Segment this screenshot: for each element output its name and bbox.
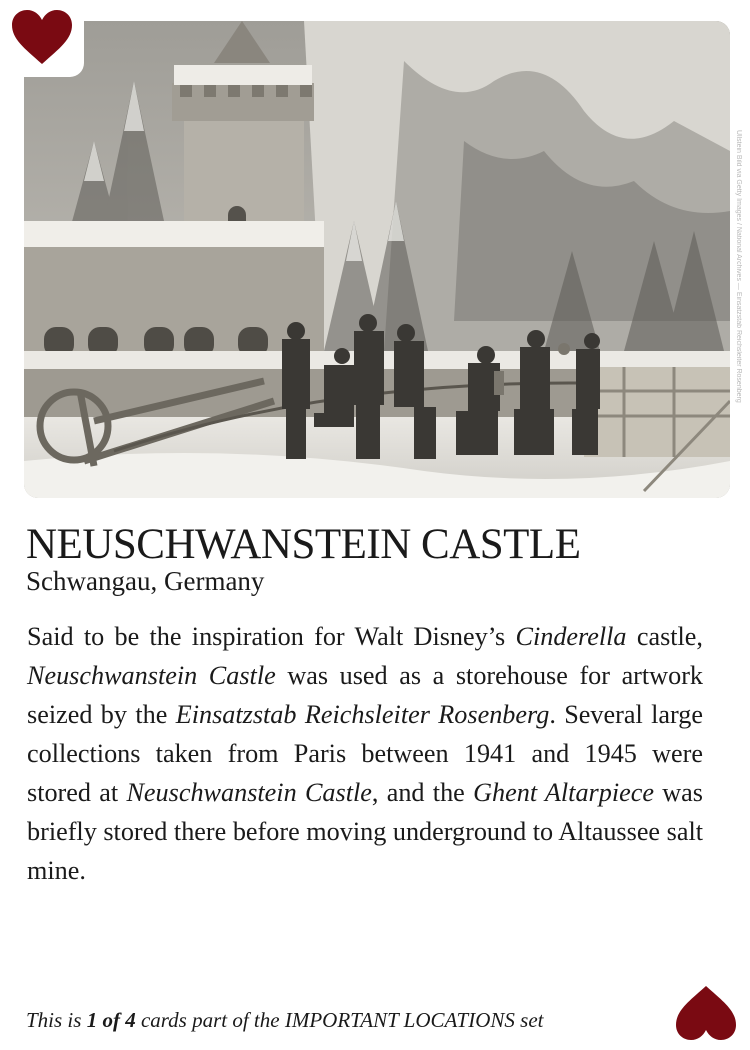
desc-italic: Einsatzstab Reichsleiter Rosenberg xyxy=(175,700,550,729)
heart-icon xyxy=(12,10,72,66)
desc-italic: Neuschwanstein Castle xyxy=(27,661,276,690)
set-name: IMPORTANT LOCATIONS xyxy=(284,1008,515,1032)
set-footer xyxy=(26,1008,543,1033)
footer-text: cards part of the xyxy=(135,1008,285,1032)
desc-italic: Neuschwanstein Castle xyxy=(126,778,372,807)
photo-credit: Ullstein Bild via Getty Images / National Archives — Einsatzstab Reichsleiter Rosenberg xyxy=(735,130,742,403)
desc-text: . Several large collections taken from Paris between 1941 and 1945 were stored at xyxy=(27,700,703,807)
desc-text: Said to be the inspiration for Walt Disney’s xyxy=(27,622,516,651)
desc-italic: Ghent Altarpiece xyxy=(473,778,654,807)
footer-text: set xyxy=(514,1008,544,1032)
desc-italic: Cinderella xyxy=(515,622,627,651)
desc-text: was briefly stored there before moving underground to Altaussee salt mine. xyxy=(27,778,703,885)
heart-icon xyxy=(676,984,736,1040)
card-count: 1 of 4 xyxy=(86,1008,136,1032)
historical-photo xyxy=(24,21,730,498)
desc-text: castle, xyxy=(626,622,703,651)
card-description xyxy=(27,617,703,890)
suit-corner-bottom xyxy=(676,984,736,1045)
card-title: NEUSCHWANSTEIN CASTLE xyxy=(26,521,581,568)
suit-corner-top xyxy=(0,0,84,77)
desc-text: was used as a storehouse for artwork seized by the xyxy=(27,661,704,729)
footer-text: This is xyxy=(26,1008,87,1032)
desc-text: , and the xyxy=(371,778,474,807)
location-subtitle: Schwangau, Germany xyxy=(26,566,265,596)
